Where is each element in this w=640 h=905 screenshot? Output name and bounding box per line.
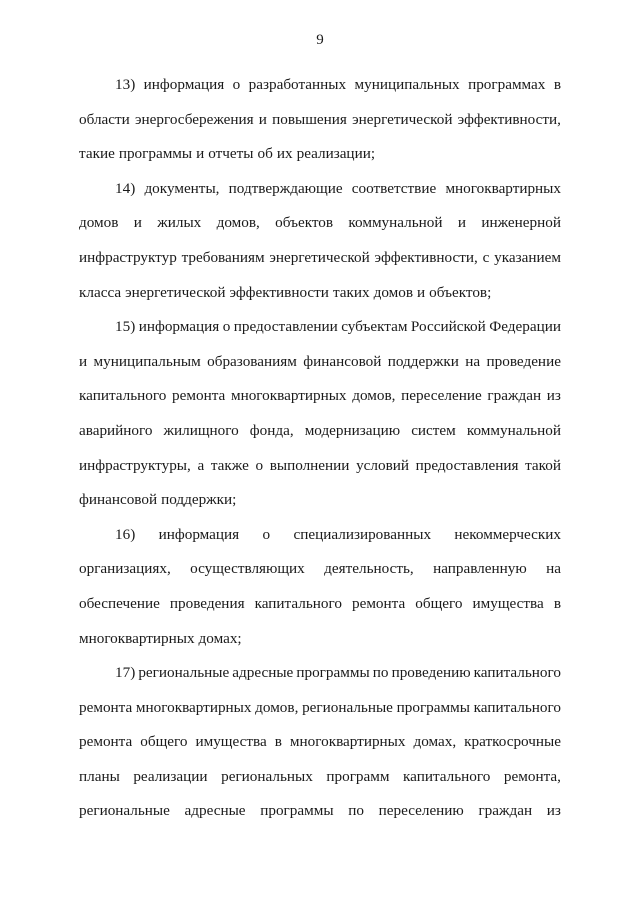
text-line: региональные адресные программы по переселению граждан из bbox=[79, 802, 561, 820]
text-line: ремонта многоквартирных домов, региональные программы капитального bbox=[79, 698, 561, 716]
text-line: класса энергетической эффективности таких домов и объектов; bbox=[79, 283, 492, 301]
text-line: планы реализации региональных программ капитального ремонта, bbox=[79, 767, 561, 785]
text-line: финансовой поддержки; bbox=[79, 491, 237, 509]
text-line: и муниципальным образованиям финансовой поддержки на проведение bbox=[79, 352, 561, 370]
text-line: 14) документы, подтверждающие соответствие многоквартирных bbox=[115, 179, 561, 197]
text-line: организациях, осуществляющих деятельность, направленную на bbox=[79, 560, 561, 578]
text-line: инфраструктур требованиям энергетической эффективности, с указанием bbox=[79, 248, 561, 266]
text-line: 16) информация о специализированных некоммерческих bbox=[115, 525, 561, 543]
text-line: области энергосбережения и повышения энергетической эффективности, bbox=[79, 110, 561, 128]
text-line: домов и жилых домов, объектов коммунальной и инженерной bbox=[79, 214, 561, 232]
text-line: ремонта общего имущества в многоквартирных домах, краткосрочные bbox=[79, 733, 561, 751]
text-line: 15) информация о предоставлении субъектам Российской Федерации bbox=[115, 318, 561, 336]
text-line: обеспечение проведения капитального ремонта общего имущества в bbox=[79, 594, 561, 612]
text-line: 13) информация о разработанных муниципальных программах в bbox=[115, 76, 561, 93]
text-line: капитального ремонта многоквартирных домов, переселение граждан из bbox=[79, 387, 561, 405]
text-line: аварийного жилищного фонда, модернизацию систем коммунальной bbox=[79, 421, 561, 439]
document-body bbox=[79, 68, 561, 829]
text-line: 17) региональные адресные программы по проведению капитального bbox=[115, 664, 561, 682]
page-number: 9 bbox=[316, 32, 324, 48]
text-line: инфраструктуры, а также о выполнении условий предоставления такой bbox=[79, 456, 561, 474]
text-line: такие программы и отчеты об их реализации; bbox=[79, 145, 376, 163]
text-line: многоквартирных домах; bbox=[79, 629, 242, 647]
